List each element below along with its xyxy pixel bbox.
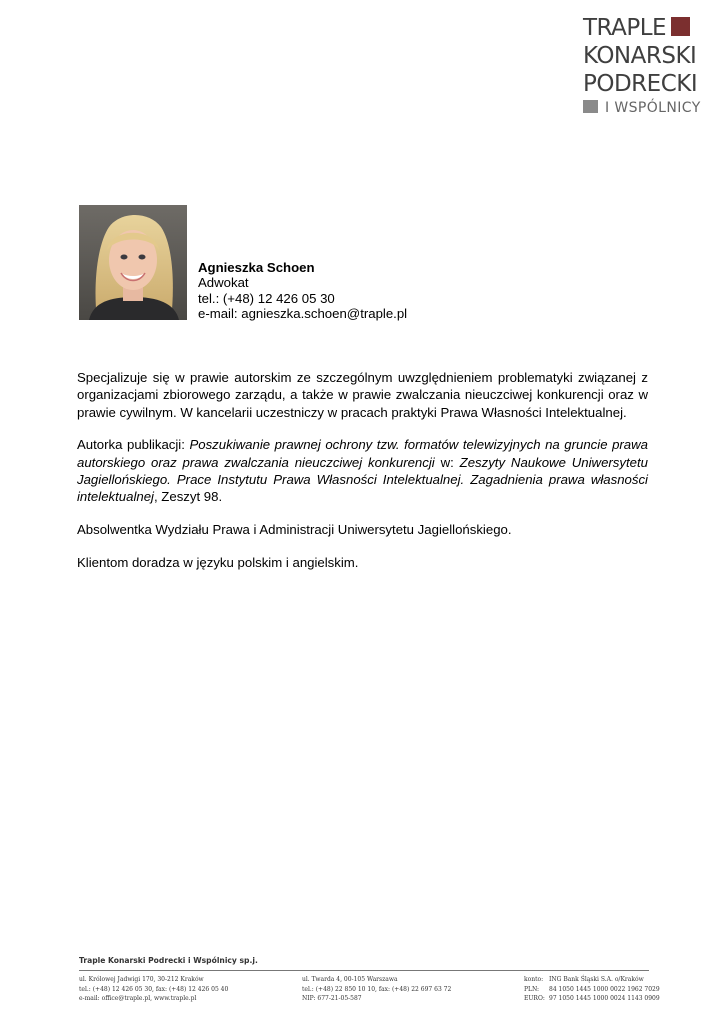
logo-line-1: TRAPLE: [583, 14, 708, 42]
bio-paragraph-specialization: Specjalizuje się w prawie autorskim ze szczególnym uwzględnieniem problematyki związanej z organizacjami zbiorowego zarządu, a także w prawie zwalczania nieuczciwej konkurencji oraz w prawie cywilnym. W kancelarii uczestniczy w pracach praktyki Prawa Własności Intelektualnej.: [77, 370, 648, 420]
person-title: Adwokat: [198, 275, 249, 291]
contact-block: [198, 260, 407, 322]
bio-paragraph-languages: Klientom doradza w języku polskim i angielskim.: [77, 554, 359, 570]
footer-company-name: Traple Konarski Podrecki i Wspólnicy sp.j.: [79, 956, 258, 965]
person-phone: tel.: (+48) 12 426 05 30: [198, 290, 335, 306]
logo-line-2: KONARSKI: [583, 43, 697, 69]
bio-content: [77, 369, 648, 587]
footer-krakow-office: ul. Królowej Jadwigi 170, 30-212 Kraków tel.: (+48) 12 426 05 30, fax: (+48) 12 426 05 40 e-mail: office@traple.pl, www.traple.pl: [79, 976, 229, 1003]
person-email[interactable]: e-mail: agnieszka.schoen@traple.pl: [198, 306, 408, 322]
page-footer: [79, 956, 660, 1015]
bio-paragraph-publications: Autorka publikacji: Poszukiwanie prawnej ochrony tzw. formatów telewizyjnych na gruncie prawa autorskiego oraz prawa zwalczania nieuczciwej konkurencji w: Zeszyty Naukowe Uniwersytetu Jagiellońskiego. Prace Instytutu Prawa Własności Intelektualnej. Zagadnienia prawa własności intelektualnej, Zeszyt 98.: [77, 437, 648, 505]
footer-warsaw-office: ul. Twarda 4, 00-105 Warszawa tel.: (+48) 22 850 10 10, fax: (+48) 22 697 63 72 NIP: 677-21-05-587: [302, 976, 452, 1003]
bio-paragraph-education: Absolwentka Wydziału Prawa i Administracji Uniwersytetu Jagiellońskiego.: [77, 522, 512, 538]
portrait-image: [79, 205, 187, 320]
logo-square-icon: [671, 17, 690, 36]
profile-photo: [79, 205, 187, 320]
footer-bank-accounts: konto: ING Bank Śląski S.A. o/Kraków PLN: 84 1050 1445 1000 0022 1962 7029 EURO: 97 1050 1445 1000 0024 1143 0909: [524, 976, 660, 1003]
logo-grey-square-icon: [583, 100, 598, 113]
person-name: Agnieszka Schoen: [198, 260, 315, 275]
footer-columns: [79, 975, 660, 1015]
logo-line-4: I WSPÓLNICY: [583, 100, 708, 116]
footer-divider: [79, 970, 649, 971]
company-logo: [583, 14, 708, 116]
logo-line-3: PODRECKI: [583, 71, 698, 97]
